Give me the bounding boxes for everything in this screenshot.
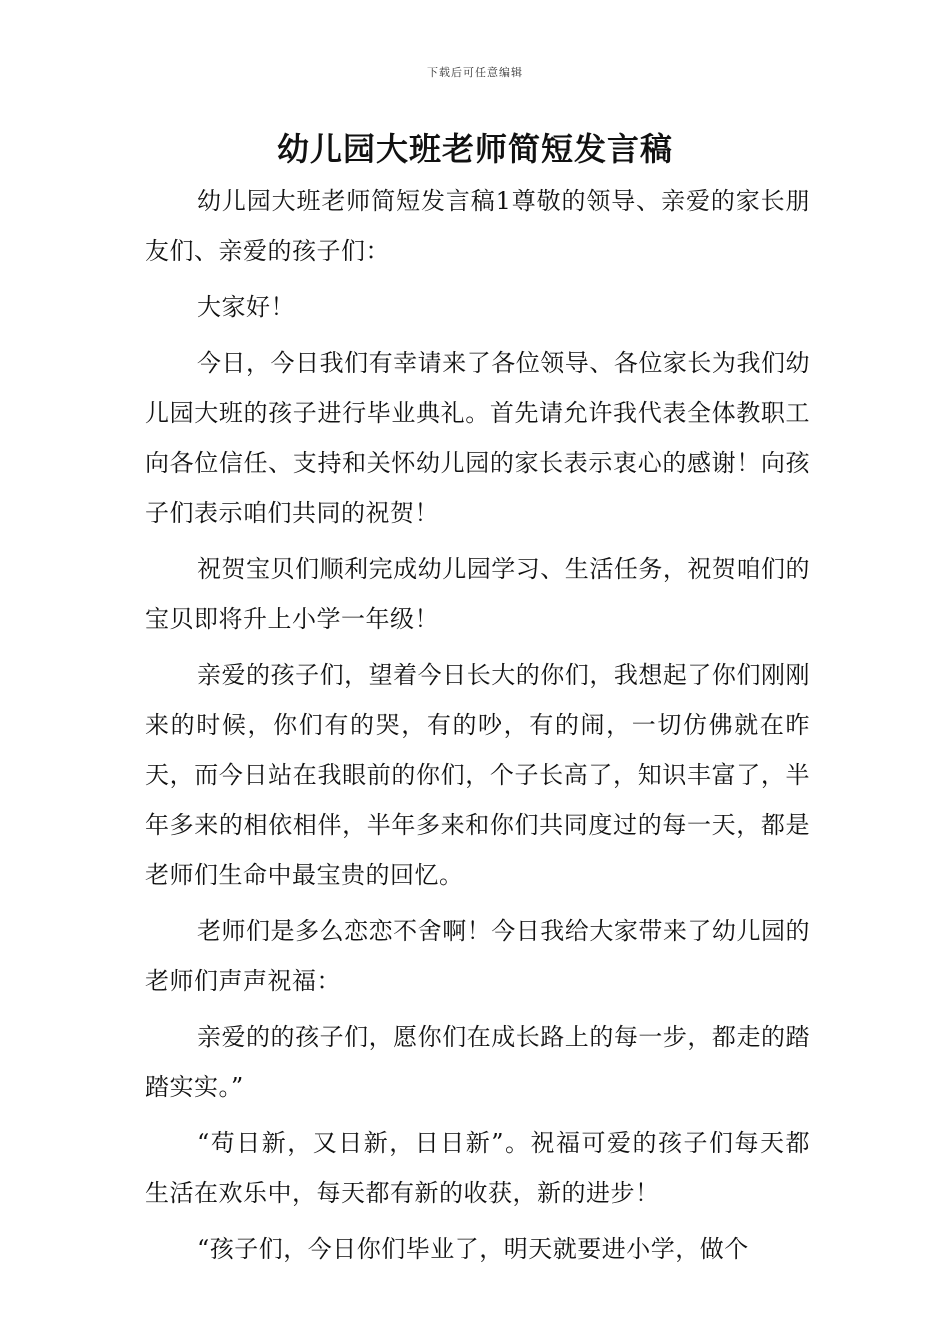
paragraph-wish-progress: “苟日新，又日新，日日新”。祝福可爱的孩子们每天都生活在欢乐中，每天都有新的收获，新的进步！ <box>145 1129 810 1207</box>
paragraph-greeting-line: 幼儿园大班老师简短发言稿1尊敬的领导、亲爱的家长朋友们、亲爱的孩子们： <box>145 187 810 265</box>
paragraph-graduation: “孩子们，今日你们毕业了，明天就要进小学，做个 <box>197 1235 749 1263</box>
paragraph-thanks: 今日，今日我们有幸请来了各位领导、各位家长为我们幼儿园大班的孩子进行毕业典礼。首先请允许我代表全体教职工向各位信任、支持和关怀幼儿园的家长表示衷心的感谢！向孩子们表示咱们共同的祝贺！ <box>145 349 810 527</box>
paragraph-reluctance: 老师们是多么恋恋不舍啊！今日我给大家带来了幼儿园的老师们声声祝福： <box>145 917 810 995</box>
page-header-note: 下载后可任意编辑 <box>427 66 523 79</box>
document-title: 幼儿园大班老师简短发言稿 <box>276 130 673 168</box>
paragraph-memories: 亲爱的孩子们，望着今日长大的你们，我想起了你们刚刚来的时候，你们有的哭，有的吵，有的闹，一切仿佛就在昨天，而今日站在我眼前的你们，个子长高了，知识丰富了，半年多来的相依相伴，半年多来和你们共同度过的每一天，都是老师们生命中最宝贵的回忆。 <box>145 661 810 889</box>
paragraph-wish-steps: 亲爱的的孩子们，愿你们在成长路上的每一步，都走的踏踏实实。” <box>145 1023 810 1101</box>
document-body <box>145 176 810 1280</box>
paragraph-hello: 大家好！ <box>197 293 295 321</box>
paragraph-congratulations: 祝贺宝贝们顺利完成幼儿园学习、生活任务，祝贺咱们的宝贝即将升上小学一年级！ <box>145 555 810 633</box>
